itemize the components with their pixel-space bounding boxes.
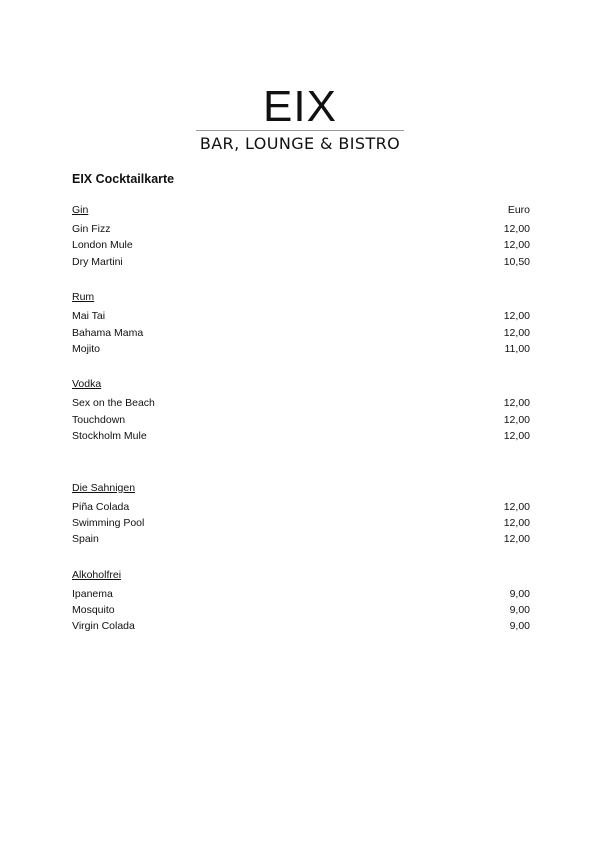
section-heading: Die Sahnigen [72,481,136,494]
item-price: 9,00 [509,604,530,617]
menu-section-die-sahnigen [72,480,530,548]
menu-item [72,395,530,411]
item-name: London Mule [72,239,133,252]
menu-item [72,499,530,515]
section-heading: Alkoholfrei [72,568,122,581]
menu-item [72,254,530,270]
item-name: Swimming Pool [72,516,145,529]
menu-item [72,237,530,253]
item-price: 12,00 [503,516,530,529]
item-price: 12,00 [503,413,530,426]
item-name: Spain [72,533,99,546]
header [0,84,600,155]
logo: EIX [263,82,337,131]
item-price: 11,00 [504,342,530,355]
menu-item [72,515,530,531]
item-price: 9,00 [509,587,530,600]
item-price: 12,00 [503,310,530,323]
menu-item [72,531,530,547]
item-name: Mai Tai [72,310,106,323]
item-name: Virgin Colada [72,620,135,633]
menu-item [72,308,530,324]
cocktail-menu [72,202,530,654]
menu-item [72,325,530,341]
section-heading: Vodka [72,378,102,391]
item-price: 10,50 [503,255,530,268]
item-price: 12,00 [503,430,530,443]
item-price: 12,00 [503,239,530,252]
item-name: Piña Colada [72,500,130,513]
menu-title: EIX Cocktailkarte [72,172,175,186]
item-price: 12,00 [503,223,530,235]
menu-section-rum [72,289,530,357]
item-price: 9,00 [509,620,530,633]
item-name: Bahama Mama [72,326,144,339]
menu-item [72,602,530,618]
tagline: BAR, LOUNGE & BISTRO [199,134,401,153]
menu-item [72,428,530,444]
menu-item [72,586,530,602]
item-name: Sex on the Beach [72,397,155,410]
item-price: 12,00 [503,397,530,410]
item-name: Stockholm Mule [72,430,147,443]
menu-item [72,412,530,428]
item-name: Mojito [72,342,101,355]
menu-item [72,221,530,237]
menu-section-alkoholfrei [72,567,530,635]
item-name: Gin Fizz [72,223,111,235]
item-name: Ipanema [72,587,113,600]
menu-section-vodka [72,376,530,444]
item-price: 12,00 [503,326,530,339]
item-name: Dry Martini [72,255,123,268]
item-name: Touchdown [72,413,126,426]
item-name: Mosquito [72,604,115,617]
menu-item [72,341,530,357]
menu-section-gin [72,202,530,270]
menu-item [72,618,530,634]
section-heading: Rum [72,291,95,304]
item-price: 12,00 [503,533,530,546]
section-heading: Gin [72,204,89,216]
currency-label: Euro [507,204,530,216]
item-price: 12,00 [503,500,530,513]
